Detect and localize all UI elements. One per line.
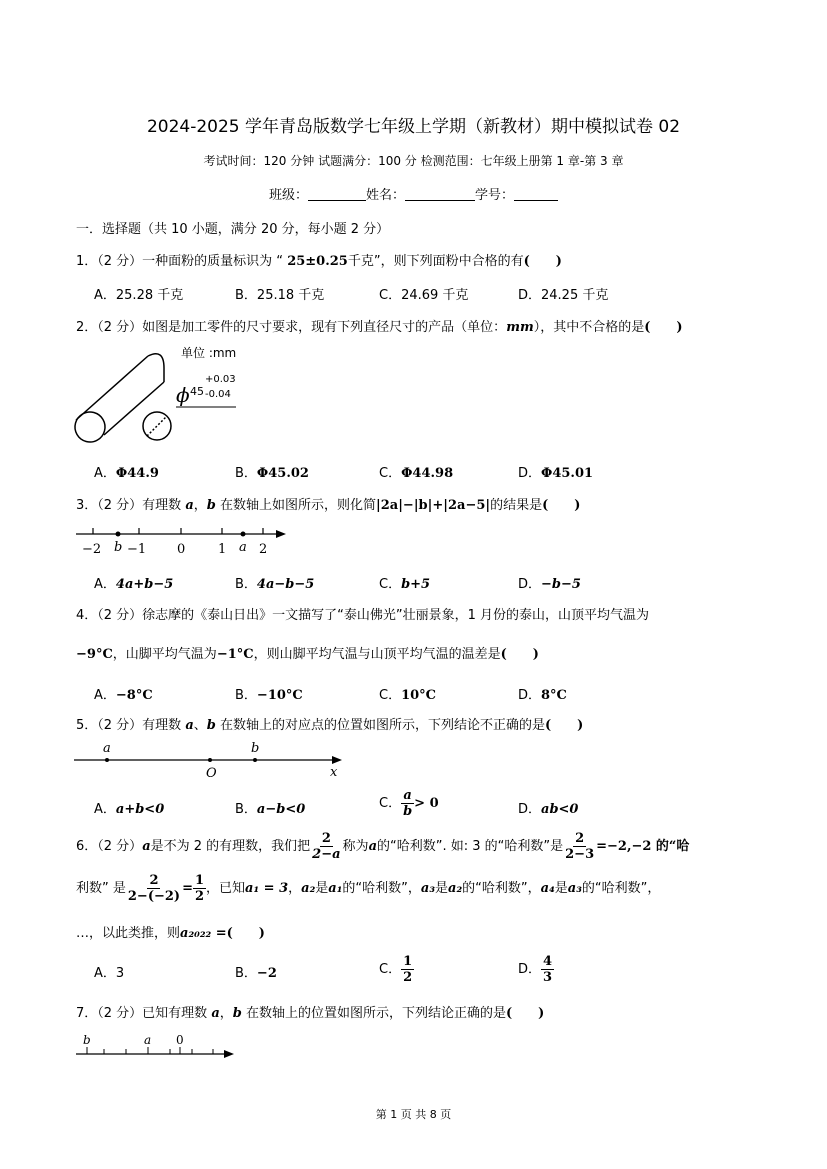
- q5-option-c[interactable]: [379, 788, 439, 819]
- q6-text: 6．（2 分）: [76, 839, 143, 854]
- label-b: b: [114, 540, 123, 555]
- fraction-harry: [310, 831, 342, 862]
- id-label: 学号：: [475, 188, 515, 203]
- option-value: ab<0: [541, 802, 579, 817]
- option-letter: D．: [518, 688, 542, 703]
- option-value: > 0: [414, 796, 439, 811]
- student-info-line: [0, 184, 827, 203]
- cylinder-far-end: [148, 354, 164, 382]
- option-letter: C．: [379, 577, 402, 592]
- q4-option-a[interactable]: [94, 684, 153, 703]
- q6-text-7: ，已知: [206, 881, 246, 896]
- option-letter: D．: [518, 466, 542, 481]
- q4-option-b[interactable]: [235, 684, 303, 703]
- q5-option-b[interactable]: [235, 798, 305, 817]
- q6-text-5: =−2,−2 的“哈: [596, 839, 690, 854]
- var-a: a: [211, 1006, 220, 1021]
- point-b: [253, 758, 257, 762]
- fraction-four-thirds: [541, 954, 554, 985]
- question-1: [76, 250, 562, 269]
- q7-number-line: [72, 1032, 242, 1062]
- option-letter: B．: [235, 688, 257, 703]
- option-letter: B．: [235, 466, 257, 481]
- q6-option-d[interactable]: [518, 954, 554, 985]
- q4-option-d[interactable]: [518, 684, 567, 703]
- q3-option-d[interactable]: [518, 573, 581, 592]
- q1-option-b[interactable]: B．25.18 千克: [235, 288, 325, 303]
- label-minus1: −1: [127, 542, 147, 557]
- label-o: O: [206, 766, 217, 781]
- q6-text-11: 是: [435, 881, 449, 896]
- option-value: Φ45.02: [256, 466, 309, 481]
- q6-text-3: 称为: [342, 839, 369, 854]
- frac-num: 2: [149, 873, 159, 888]
- option-value: a+b<0: [115, 802, 165, 817]
- var-a: a: [185, 718, 194, 733]
- frac-num: 1: [403, 954, 413, 969]
- q1-option-d[interactable]: D．24.25 千克: [518, 288, 609, 303]
- label-minus2: −2: [82, 542, 102, 557]
- separator: ，: [193, 498, 207, 513]
- option-letter: D．: [518, 577, 542, 592]
- option-letter: B．: [235, 577, 257, 592]
- q5-text-2: 在数轴上的对应点的位置如图所示，下列结论不正确的是: [215, 718, 545, 733]
- option-letter: A．: [94, 688, 116, 703]
- option-value: Φ44.9: [115, 466, 159, 481]
- id-blank[interactable]: [514, 188, 558, 201]
- answer-paren[interactable]: ( ): [545, 718, 584, 733]
- q5-text: 5．（2 分）有理数: [76, 718, 186, 733]
- q6-text-6: 利数” 是: [76, 881, 126, 896]
- var-b: b: [232, 1006, 242, 1021]
- option-letter: D．: [518, 962, 542, 977]
- label-b: b: [251, 741, 260, 756]
- question-6-line-1: [76, 831, 689, 862]
- q4-text-2: ，则山脚平均气温与山顶平均气温的温差是: [253, 647, 501, 662]
- q5-option-a[interactable]: [94, 798, 164, 817]
- point-a: [105, 758, 109, 762]
- cylinder-edge-top: [76, 356, 148, 420]
- answer-paren[interactable]: ( ): [523, 254, 562, 269]
- phi-symbol: ϕ: [176, 383, 190, 407]
- frac-den: 2−(−2): [127, 889, 181, 904]
- var-a2: a₂: [301, 881, 316, 896]
- option-value: 4a+b−5: [115, 577, 174, 592]
- q6-text-12: 的“哈利数”，: [462, 881, 541, 896]
- page-footer: 第 1 页 共 8 页: [375, 1108, 452, 1121]
- q6-text-4: 的“哈利数”. 如: 3 的“哈利数”是: [377, 839, 564, 854]
- q5-option-d[interactable]: [518, 798, 578, 817]
- point-a: [241, 532, 246, 537]
- option-value: −10°C: [256, 688, 303, 703]
- q1-text: 1．（2 分）一种面粉的质量标识为 “: [76, 254, 288, 269]
- q4-option-c[interactable]: [379, 684, 436, 703]
- var-b: b: [206, 498, 216, 513]
- q4-text: ，山脚平均气温为: [112, 647, 217, 662]
- page-title: 2024-2025 学年青岛版数学七年级上学期（新教材）期中模拟试卷 02: [146, 117, 681, 137]
- q6-text-2: 是不为 2 的有理数，我们把: [150, 839, 311, 854]
- q1-text-2: 千克”，则下列面粉中合格的有: [347, 254, 524, 269]
- var-a3: a₃: [567, 881, 582, 896]
- q6-text-14: 的“哈利数”，: [581, 881, 661, 896]
- frac-den: 2−a: [312, 847, 341, 862]
- answer-paren[interactable]: ( ): [644, 320, 683, 335]
- q6-option-c[interactable]: [379, 954, 414, 985]
- var-a: a: [142, 839, 151, 854]
- frac-den: 2: [403, 970, 413, 985]
- q6-text-13: 是: [554, 881, 568, 896]
- q6-option-a[interactable]: A．3: [94, 966, 125, 981]
- option-value: −8°C: [115, 688, 153, 703]
- fraction-example-2: [126, 873, 182, 904]
- option-letter: B．: [235, 966, 257, 981]
- option-letter: A．: [94, 577, 116, 592]
- section-heading: 一．选择题（共 10 小题，满分 20 分，每小题 2 分）: [76, 222, 390, 237]
- fraction-one-half: [401, 954, 414, 985]
- var-a3: a₃: [420, 881, 436, 896]
- cylinder-edge-bottom: [104, 382, 164, 435]
- option-value: 4a−b−5: [256, 577, 315, 592]
- option-value: b+5: [401, 577, 431, 592]
- label-b: b: [83, 1033, 91, 1047]
- option-letter: D．: [518, 802, 542, 817]
- axis-arrow: [224, 1050, 234, 1058]
- q3-option-b[interactable]: [235, 573, 314, 592]
- label-a: a: [239, 540, 247, 555]
- var-a: a: [368, 839, 377, 854]
- option-value: a−b<0: [256, 802, 306, 817]
- answer-paren[interactable]: ( ): [226, 926, 265, 941]
- option-letter: C．: [379, 466, 402, 481]
- frac-den: 2: [194, 889, 205, 904]
- frac-den: b: [403, 804, 413, 819]
- q2-text-2: ），其中不合格的是: [533, 320, 645, 335]
- separator: 、: [193, 718, 207, 733]
- cylinder-end-ellipse: [72, 407, 110, 448]
- q2-dimension-value: 45: [190, 385, 204, 398]
- option-value: 10°C: [401, 688, 437, 703]
- q1-option-c[interactable]: C．24.69 千克: [379, 288, 469, 303]
- temp-top: −9°C: [76, 647, 113, 662]
- q2-option-b[interactable]: [235, 462, 309, 481]
- option-letter: C．: [379, 688, 402, 703]
- q2-unit-label: 单位 :mm: [181, 346, 237, 360]
- q6-option-b[interactable]: [235, 962, 277, 981]
- q1-math: 25±0.25: [287, 254, 348, 269]
- question-2: [76, 316, 683, 335]
- label-a: a: [144, 1033, 152, 1047]
- point-o: [208, 758, 212, 762]
- name-blank[interactable]: [405, 188, 475, 201]
- q6-text-15: …，以此类推，则: [76, 926, 181, 941]
- point-b: [116, 532, 121, 537]
- option-value: Φ44.98: [401, 466, 454, 481]
- axis-arrow: [276, 530, 286, 538]
- q3-option-a[interactable]: [94, 573, 173, 592]
- fraction-a-over-b: [401, 788, 414, 819]
- q3-text: 3．（2 分）有理数: [76, 498, 186, 513]
- frac-num: 2: [321, 831, 331, 846]
- frac-num: 2: [575, 831, 585, 846]
- var-a: a: [185, 498, 194, 513]
- question-6-line-2: [76, 873, 660, 904]
- label-2: 2: [259, 542, 268, 557]
- q5-number-line: [72, 740, 352, 782]
- q3-text-3: 的结果是: [490, 498, 543, 513]
- question-6-line-3: [76, 922, 265, 941]
- axis-arrow: [332, 756, 342, 764]
- q3-expression: |2a|−|b|+|2a−5|: [376, 498, 491, 513]
- exam-meta: 考试时间：120 分钟 试题满分：100 分 检测范围：七年级上册第 1 章-第 3 章: [203, 154, 624, 168]
- question-4-line-1: 4．（2 分）徐志摩的《泰山日出》一文描写了“泰山佛光”壮丽景象，1 月份的泰山，山顶平均气温为: [76, 608, 650, 623]
- option-value: 8°C: [541, 688, 567, 703]
- temp-bottom: −1°C: [216, 647, 254, 662]
- q2-option-a[interactable]: [94, 462, 159, 481]
- q2-option-d[interactable]: [518, 462, 593, 481]
- fraction-half: [193, 873, 206, 904]
- frac-num: 1: [194, 873, 205, 888]
- option-letter: B．: [235, 802, 257, 817]
- q2-unit: mm: [506, 320, 534, 335]
- q6-text-8: ，: [288, 881, 302, 896]
- fraction-example: [563, 831, 596, 862]
- q2-tolerance-up: +0.03: [205, 374, 236, 385]
- q2-tolerance-down: -0.04: [205, 389, 231, 400]
- answer-paren[interactable]: ( ): [500, 647, 539, 662]
- question-3: [76, 494, 580, 513]
- class-blank[interactable]: [308, 188, 366, 201]
- q3-option-c[interactable]: [379, 573, 430, 592]
- label-0: 0: [176, 1033, 184, 1047]
- question-5: [76, 714, 583, 733]
- q7-text-2: 在数轴上的位置如图所示，下列结论正确的是: [241, 1006, 506, 1021]
- q3-text-2: 在数轴上如图所示，则化简: [215, 498, 376, 513]
- var-a4: a₄: [540, 881, 555, 896]
- option-value: −2: [256, 966, 277, 981]
- q2-option-c[interactable]: [379, 462, 453, 481]
- answer-paren[interactable]: ( ): [542, 498, 581, 513]
- q7-text: 7．（2 分）已知有理数: [76, 1006, 212, 1021]
- question-4-line-2: [76, 643, 539, 662]
- a1-equals: a₁ = 3: [245, 881, 289, 896]
- q6-text-10: 的“哈利数”，: [342, 881, 421, 896]
- label-0: 0: [177, 542, 186, 557]
- question-7: [76, 1002, 544, 1021]
- frac-num: a: [403, 788, 412, 803]
- option-letter: A．: [94, 466, 116, 481]
- var-a2022: a₂₀₂₂ =: [180, 926, 227, 941]
- var-a1: a₁: [328, 881, 343, 896]
- frac-den: 2−3: [565, 847, 595, 862]
- equals: =: [182, 881, 193, 896]
- name-label: 姓名：: [365, 188, 405, 203]
- frac-num: 4: [543, 954, 553, 969]
- q2-text: 2．（2 分）如图是加工零件的尺寸要求，现有下列直径尺寸的产品（单位：: [76, 320, 507, 335]
- label-a: a: [103, 741, 111, 756]
- q1-option-a[interactable]: A．25.28 千克: [94, 288, 184, 303]
- q3-number-line: [72, 522, 292, 562]
- answer-paren[interactable]: ( ): [506, 1006, 545, 1021]
- label-x: x: [330, 765, 338, 780]
- option-value: −b−5: [541, 577, 581, 592]
- var-b: b: [206, 718, 216, 733]
- var-a2: a₂: [448, 881, 463, 896]
- diameter-line: [147, 416, 167, 436]
- option-letter: A．: [94, 802, 116, 817]
- option-value: Φ45.01: [541, 466, 594, 481]
- frac-den: 3: [543, 970, 553, 985]
- q6-text-9: 是: [315, 881, 329, 896]
- option-letter: C．: [379, 962, 402, 977]
- class-label: 班级：: [268, 188, 308, 203]
- separator: ，: [219, 1006, 233, 1021]
- option-letter: C．: [379, 796, 402, 811]
- label-1: 1: [218, 542, 227, 557]
